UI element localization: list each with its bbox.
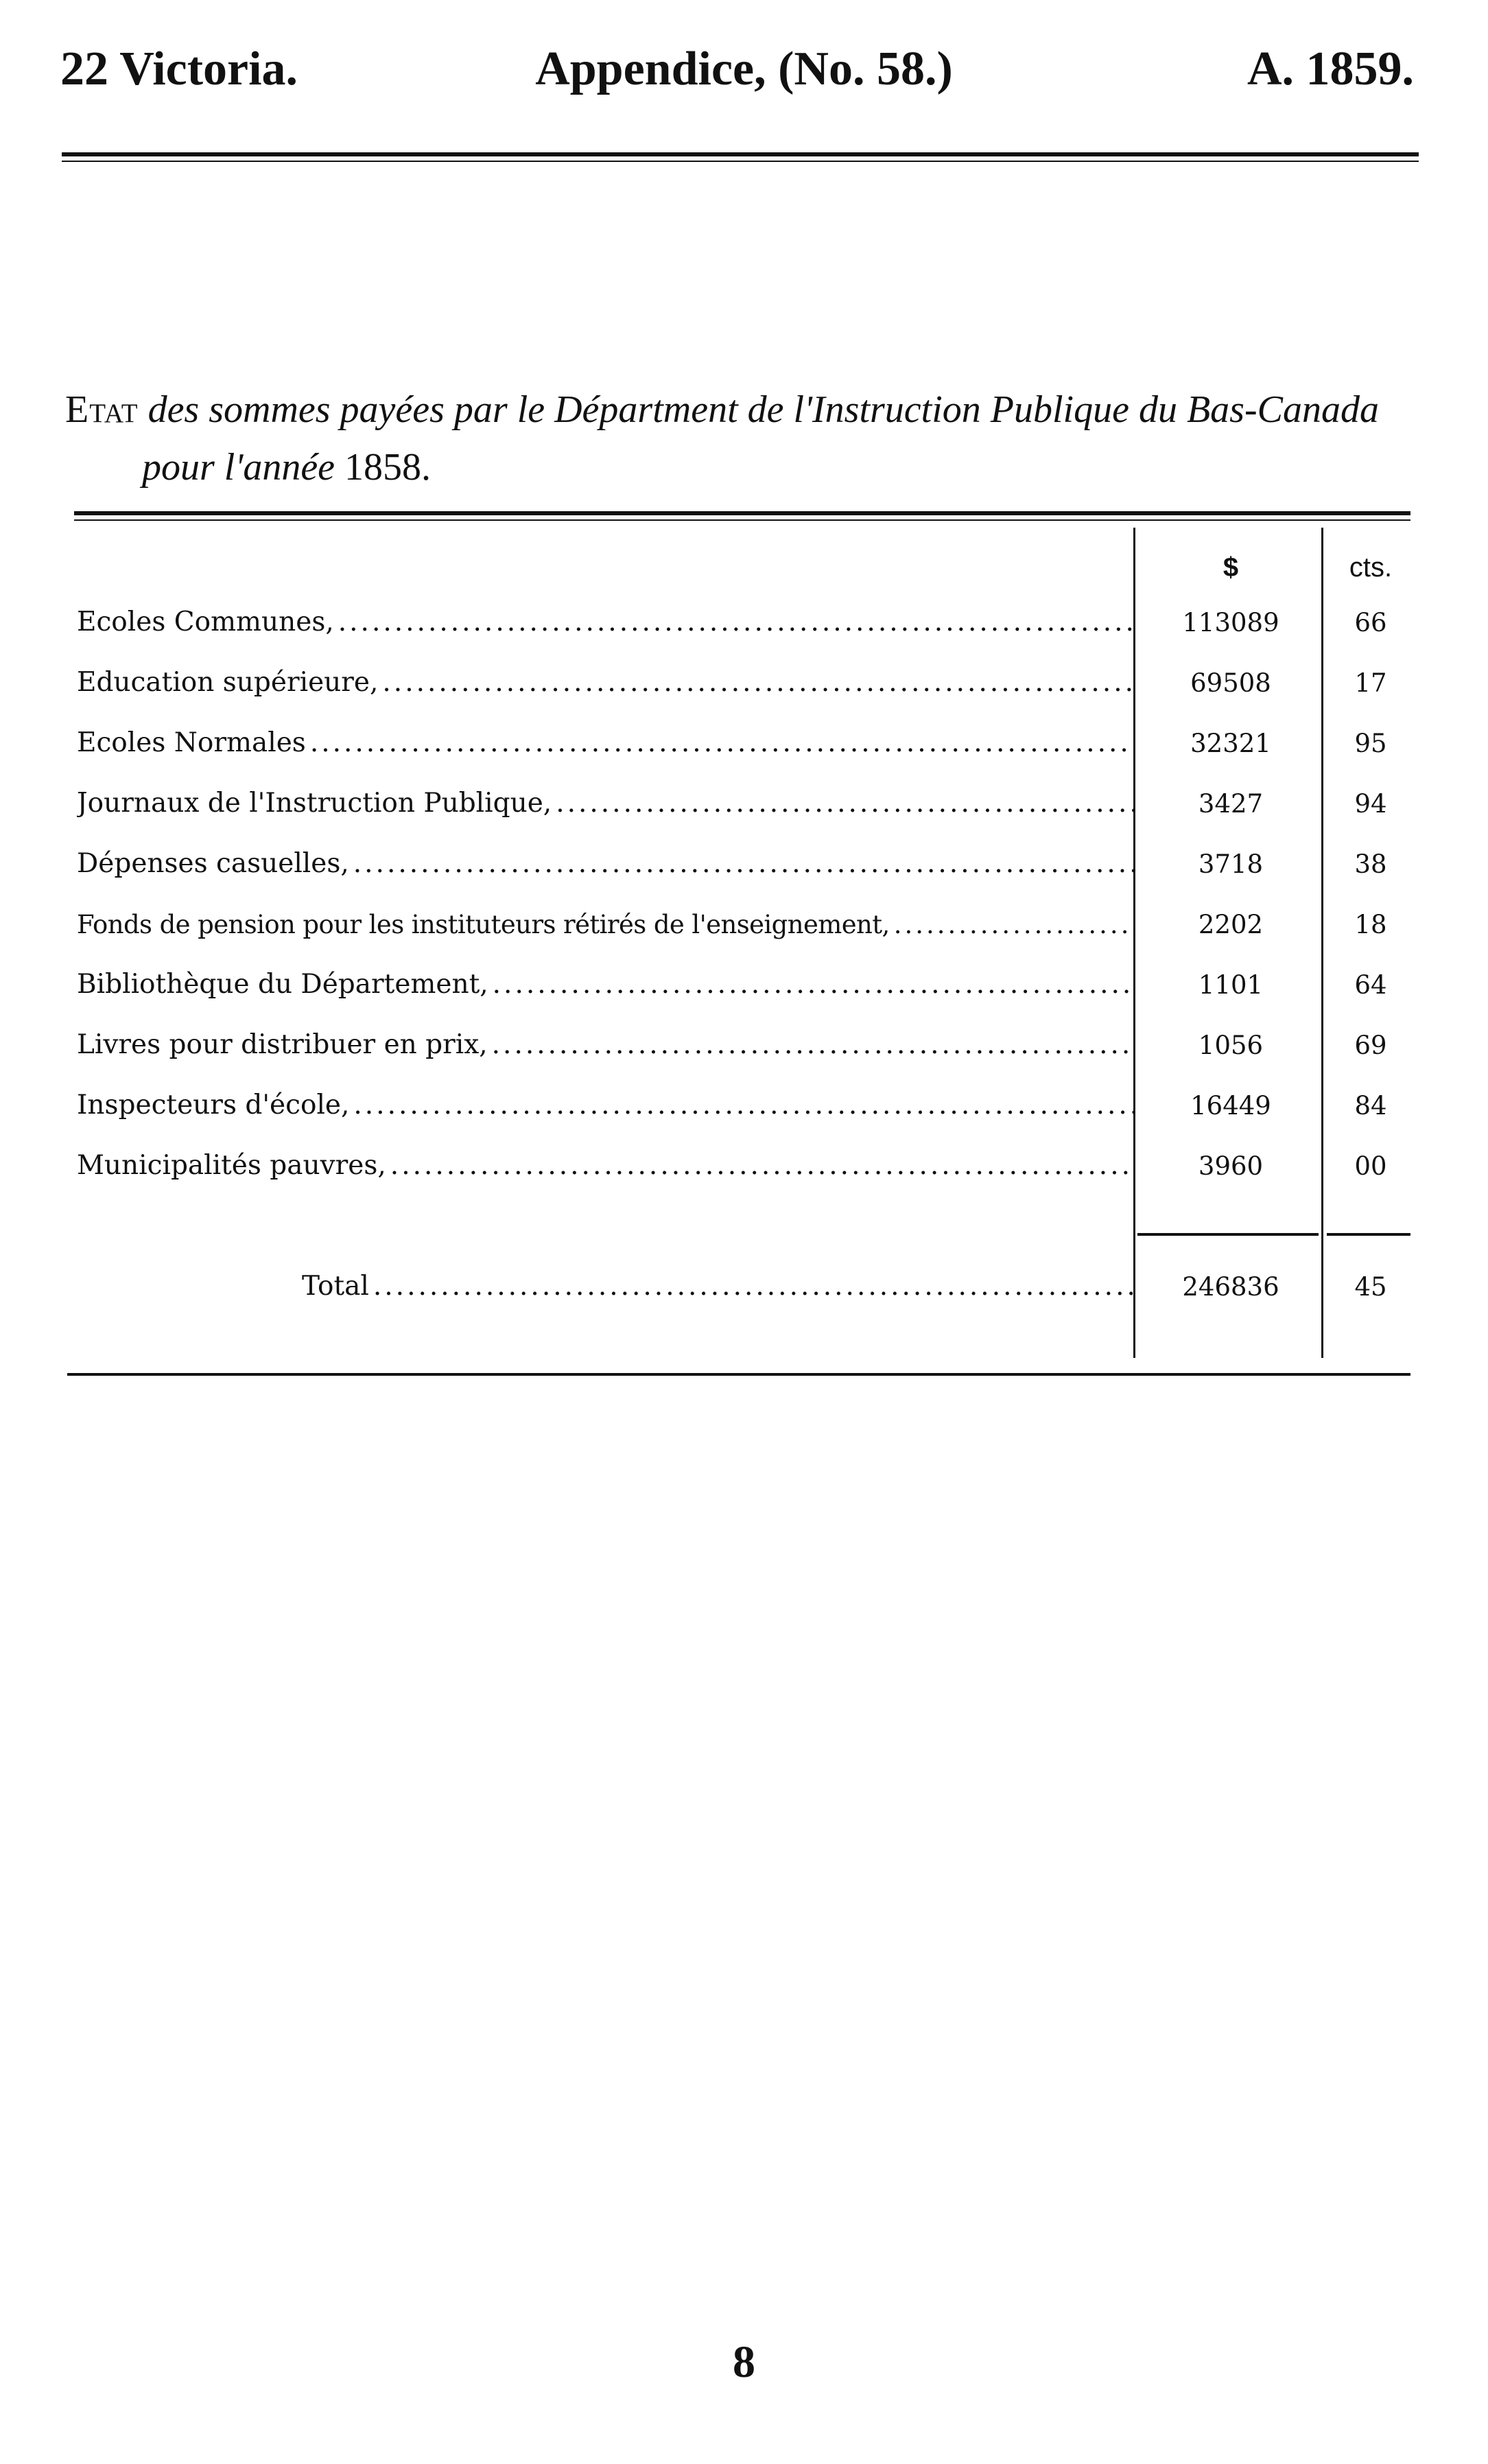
table-row <box>74 647 1410 707</box>
total-rule-cents <box>1327 1233 1410 1236</box>
total-label <box>302 1271 1133 1302</box>
header-volume: 22 Victoria. <box>60 43 298 95</box>
row-label-text: Bibliothèque du Département, <box>77 969 488 1000</box>
row-label <box>77 910 1133 939</box>
column-header-dollars: $ <box>1223 552 1239 583</box>
header-rule-thin <box>62 161 1419 162</box>
leader-dots <box>890 910 1133 939</box>
leader-dots <box>378 667 1133 698</box>
row-dollars: 3427 <box>1198 789 1264 819</box>
leader-dots <box>386 1150 1133 1181</box>
total-dollars: 246836 <box>1182 1272 1279 1302</box>
title-lead: Etat <box>65 388 139 431</box>
leader-dots <box>369 1271 1133 1302</box>
table-row <box>74 1009 1410 1070</box>
table-row <box>74 1130 1410 1190</box>
row-cents: 64 <box>1354 970 1387 1000</box>
row-label <box>77 1150 1133 1181</box>
table-row <box>74 889 1410 949</box>
header-year: A. 1859. <box>1247 43 1414 95</box>
leader-dots <box>488 969 1133 1000</box>
row-label-text: Journaux de l'Instruction Publique, <box>77 788 552 819</box>
row-label-text: Ecoles Communes, <box>77 607 334 637</box>
row-dollars: 3718 <box>1198 849 1264 879</box>
title-year: 1858. <box>344 446 432 489</box>
row-label-text: Ecoles Normales <box>77 727 306 758</box>
table-bottom-rule <box>67 1373 1410 1376</box>
column-header-cents: cts. <box>1349 552 1393 583</box>
row-dollars: 3960 <box>1198 1151 1264 1181</box>
row-dollars: 1101 <box>1198 970 1264 1000</box>
table-row <box>74 707 1410 768</box>
leader-dots <box>552 788 1133 819</box>
row-dollars: 69508 <box>1190 668 1271 698</box>
title-italic-line2: pour l'année <box>142 446 335 489</box>
row-dollars: 32321 <box>1190 729 1271 758</box>
row-label-text: Education supérieure, <box>77 667 379 698</box>
leader-dots <box>349 848 1133 879</box>
row-cents: 66 <box>1354 608 1387 637</box>
leader-dots <box>306 727 1133 758</box>
table-row <box>74 768 1410 828</box>
table-title <box>65 381 1430 496</box>
row-label-text: Dépenses casuelles, <box>77 848 349 879</box>
total-rule-dollars <box>1137 1233 1319 1236</box>
row-cents: 18 <box>1354 910 1387 939</box>
leader-dots <box>488 1029 1133 1060</box>
row-label <box>77 727 1133 758</box>
row-label <box>77 788 1133 819</box>
row-cents: 17 <box>1354 668 1387 698</box>
title-line2 <box>65 438 1430 496</box>
total-row <box>74 1251 1410 1311</box>
row-dollars: 1056 <box>1198 1031 1264 1060</box>
header-rule-thick <box>62 152 1419 156</box>
total-label-text: Total <box>302 1271 369 1302</box>
row-label-text: Livres pour distribuer en prix, <box>77 1029 488 1060</box>
row-label <box>77 848 1133 879</box>
row-label <box>77 1029 1133 1060</box>
table-top-rule-thin <box>74 519 1410 521</box>
table-row <box>74 949 1410 1009</box>
row-dollars: 2202 <box>1198 910 1264 939</box>
total-cents: 45 <box>1354 1272 1387 1302</box>
row-label-text: Inspecteurs d'école, <box>77 1090 350 1120</box>
leader-dots <box>334 607 1133 637</box>
row-cents: 38 <box>1354 849 1387 879</box>
row-dollars: 16449 <box>1190 1091 1271 1120</box>
row-label-text: Fonds de pension pour les instituteurs rétirés de l'enseignement, <box>77 910 890 939</box>
row-label <box>77 969 1133 1000</box>
row-cents: 94 <box>1354 789 1387 819</box>
row-cents: 95 <box>1354 729 1387 758</box>
header-appendix: Appendice, (No. 58.) <box>535 43 953 95</box>
row-cents: 00 <box>1354 1151 1387 1181</box>
page-number: 8 <box>733 2337 755 2387</box>
row-dollars: 113089 <box>1182 608 1279 637</box>
table-row <box>74 1070 1410 1130</box>
row-label-text: Municipalités pauvres, <box>77 1150 386 1181</box>
row-cents: 69 <box>1354 1031 1387 1060</box>
title-italic-line1: des sommes payées par le Départment de l'Instruction Publique du Bas-Canada <box>147 388 1379 431</box>
row-label <box>77 1090 1133 1120</box>
table-row <box>74 587 1410 647</box>
row-label <box>77 607 1133 637</box>
row-cents: 84 <box>1354 1091 1387 1120</box>
table-row <box>74 828 1410 889</box>
row-label <box>77 667 1133 698</box>
table-top-rule-thick <box>74 511 1410 515</box>
leader-dots <box>349 1090 1133 1120</box>
